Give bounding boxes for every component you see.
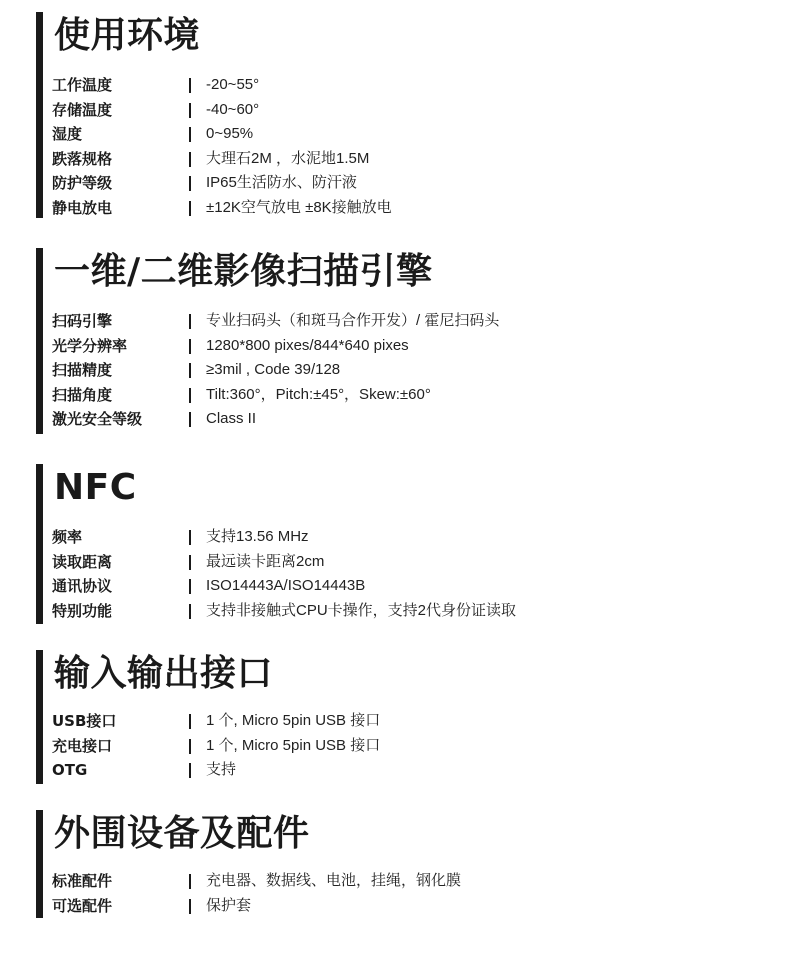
- spec-value: Class II: [206, 410, 257, 428]
- spec-label: 读取距离: [52, 552, 113, 571]
- spec-label: 跌落规格: [52, 149, 113, 168]
- spec-row-drop: [52, 147, 776, 172]
- spec-label: 特别功能: [52, 601, 113, 620]
- spec-row-otg: [52, 758, 776, 783]
- spec-label: 扫描角度: [52, 385, 113, 404]
- spec-label: OTG: [52, 761, 88, 780]
- spec-row-laser-class: [52, 407, 776, 432]
- separator: [189, 127, 191, 142]
- spec-row-operating-temp: [52, 73, 776, 98]
- separator: [189, 388, 191, 403]
- spec-label: 扫码引擎: [52, 312, 113, 330]
- separator: [189, 555, 191, 570]
- spec-value: 0~95%: [206, 125, 254, 143]
- separator: [189, 314, 191, 329]
- separator: [189, 339, 191, 354]
- spec-row-protocol: [52, 574, 776, 599]
- spec-label: 通讯协议: [52, 577, 113, 596]
- spec-value: 1 个, Micro 5pin USB 接口: [206, 736, 381, 754]
- spec-label: 扫描精度: [52, 361, 113, 380]
- spec-row-angle: [52, 383, 776, 408]
- separator: [189, 530, 191, 545]
- spec-row-storage-temp: [52, 98, 776, 123]
- spec-row-standard-accessories: [52, 869, 776, 894]
- spec-row-humidity: [52, 122, 776, 147]
- spec-row-resolution: [52, 334, 776, 359]
- spec-value: 支持13.56 MHz: [206, 528, 309, 545]
- section-accent-bar: [36, 464, 43, 624]
- spec-value: ±12K空气放电 ±8K接触放电: [206, 198, 392, 216]
- section-title: 外围设备及配件: [54, 813, 310, 854]
- spec-value: ISO14443A/ISO14443B: [206, 577, 366, 595]
- spec-row-optional-accessories: [52, 894, 776, 919]
- section-title: 一维/二维影像扫描引擎: [54, 251, 433, 292]
- separator: [189, 874, 191, 889]
- spec-value: Tilt:360°，Pitch:±45°，Skew:±60°: [206, 385, 431, 403]
- separator: [189, 412, 191, 427]
- separator: [189, 604, 191, 619]
- spec-row-precision: [52, 358, 776, 383]
- spec-row-protection: [52, 171, 776, 196]
- spec-row-special-function: [52, 599, 776, 624]
- section-accent-bar: [36, 12, 43, 218]
- spec-label: 可选配件: [52, 896, 113, 915]
- section-title: NFC: [54, 467, 137, 508]
- separator: [189, 899, 191, 914]
- spec-row-charging-port: [52, 734, 776, 759]
- spec-row-frequency: [52, 525, 776, 550]
- spec-value: 专业扫码头（和斑马合作开发）/ 霍尼扫码头: [206, 312, 500, 329]
- spec-value: 保护套: [206, 896, 252, 914]
- spec-value: ≥3mil , Code 39/128: [206, 361, 341, 379]
- spec-value: -20~55°: [206, 76, 260, 93]
- spec-label: 防护等级: [52, 174, 113, 193]
- separator: [189, 763, 191, 778]
- separator: [189, 714, 191, 729]
- separator: [189, 78, 191, 93]
- section-accent-bar: [36, 248, 43, 434]
- spec-value: 1 个, Micro 5pin USB 接口: [206, 712, 381, 729]
- spec-value: 支持: [206, 761, 237, 779]
- spec-value: IP65生活防水、防汗液: [206, 174, 357, 192]
- spec-label: 标准配件: [52, 872, 113, 890]
- spec-row-usb-port: [52, 709, 776, 734]
- spec-label: 存储温度: [52, 100, 113, 119]
- section-accent-bar: [36, 810, 43, 918]
- spec-label: 湿度: [52, 125, 83, 144]
- separator: [189, 579, 191, 594]
- spec-value: -40~60°: [206, 100, 260, 118]
- separator: [189, 739, 191, 754]
- spec-value: 充电器、数据线、电池，挂绳，钢化膜: [206, 872, 462, 889]
- separator: [189, 201, 191, 216]
- section-title: 输入输出接口: [54, 653, 274, 694]
- spec-row-scan-engine: [52, 309, 776, 334]
- spec-row-esd: [52, 196, 776, 221]
- separator: [189, 152, 191, 167]
- spec-row-read-distance: [52, 550, 776, 575]
- spec-label: 激光安全等级: [52, 410, 143, 429]
- spec-label: 静电放电: [52, 198, 113, 217]
- spec-value: 1280*800 pixes/844*640 pixes: [206, 336, 409, 354]
- separator: [189, 103, 191, 118]
- spec-value: 大理石2M ，水泥地1.5M: [206, 149, 370, 167]
- spec-value: 最远读卡距离2cm: [206, 552, 325, 570]
- spec-label: USB接口: [52, 712, 117, 730]
- section-title: 使用环境: [54, 15, 201, 56]
- spec-label: 工作温度: [52, 76, 113, 94]
- spec-value: 支持非接触式CPU卡操作，支持2代身份证读取: [206, 601, 517, 619]
- spec-label: 频率: [52, 528, 83, 546]
- separator: [189, 176, 191, 191]
- spec-label: 光学分辨率: [52, 336, 128, 355]
- section-accent-bar: [36, 650, 43, 784]
- spec-label: 充电接口: [52, 736, 113, 755]
- separator: [189, 363, 191, 378]
